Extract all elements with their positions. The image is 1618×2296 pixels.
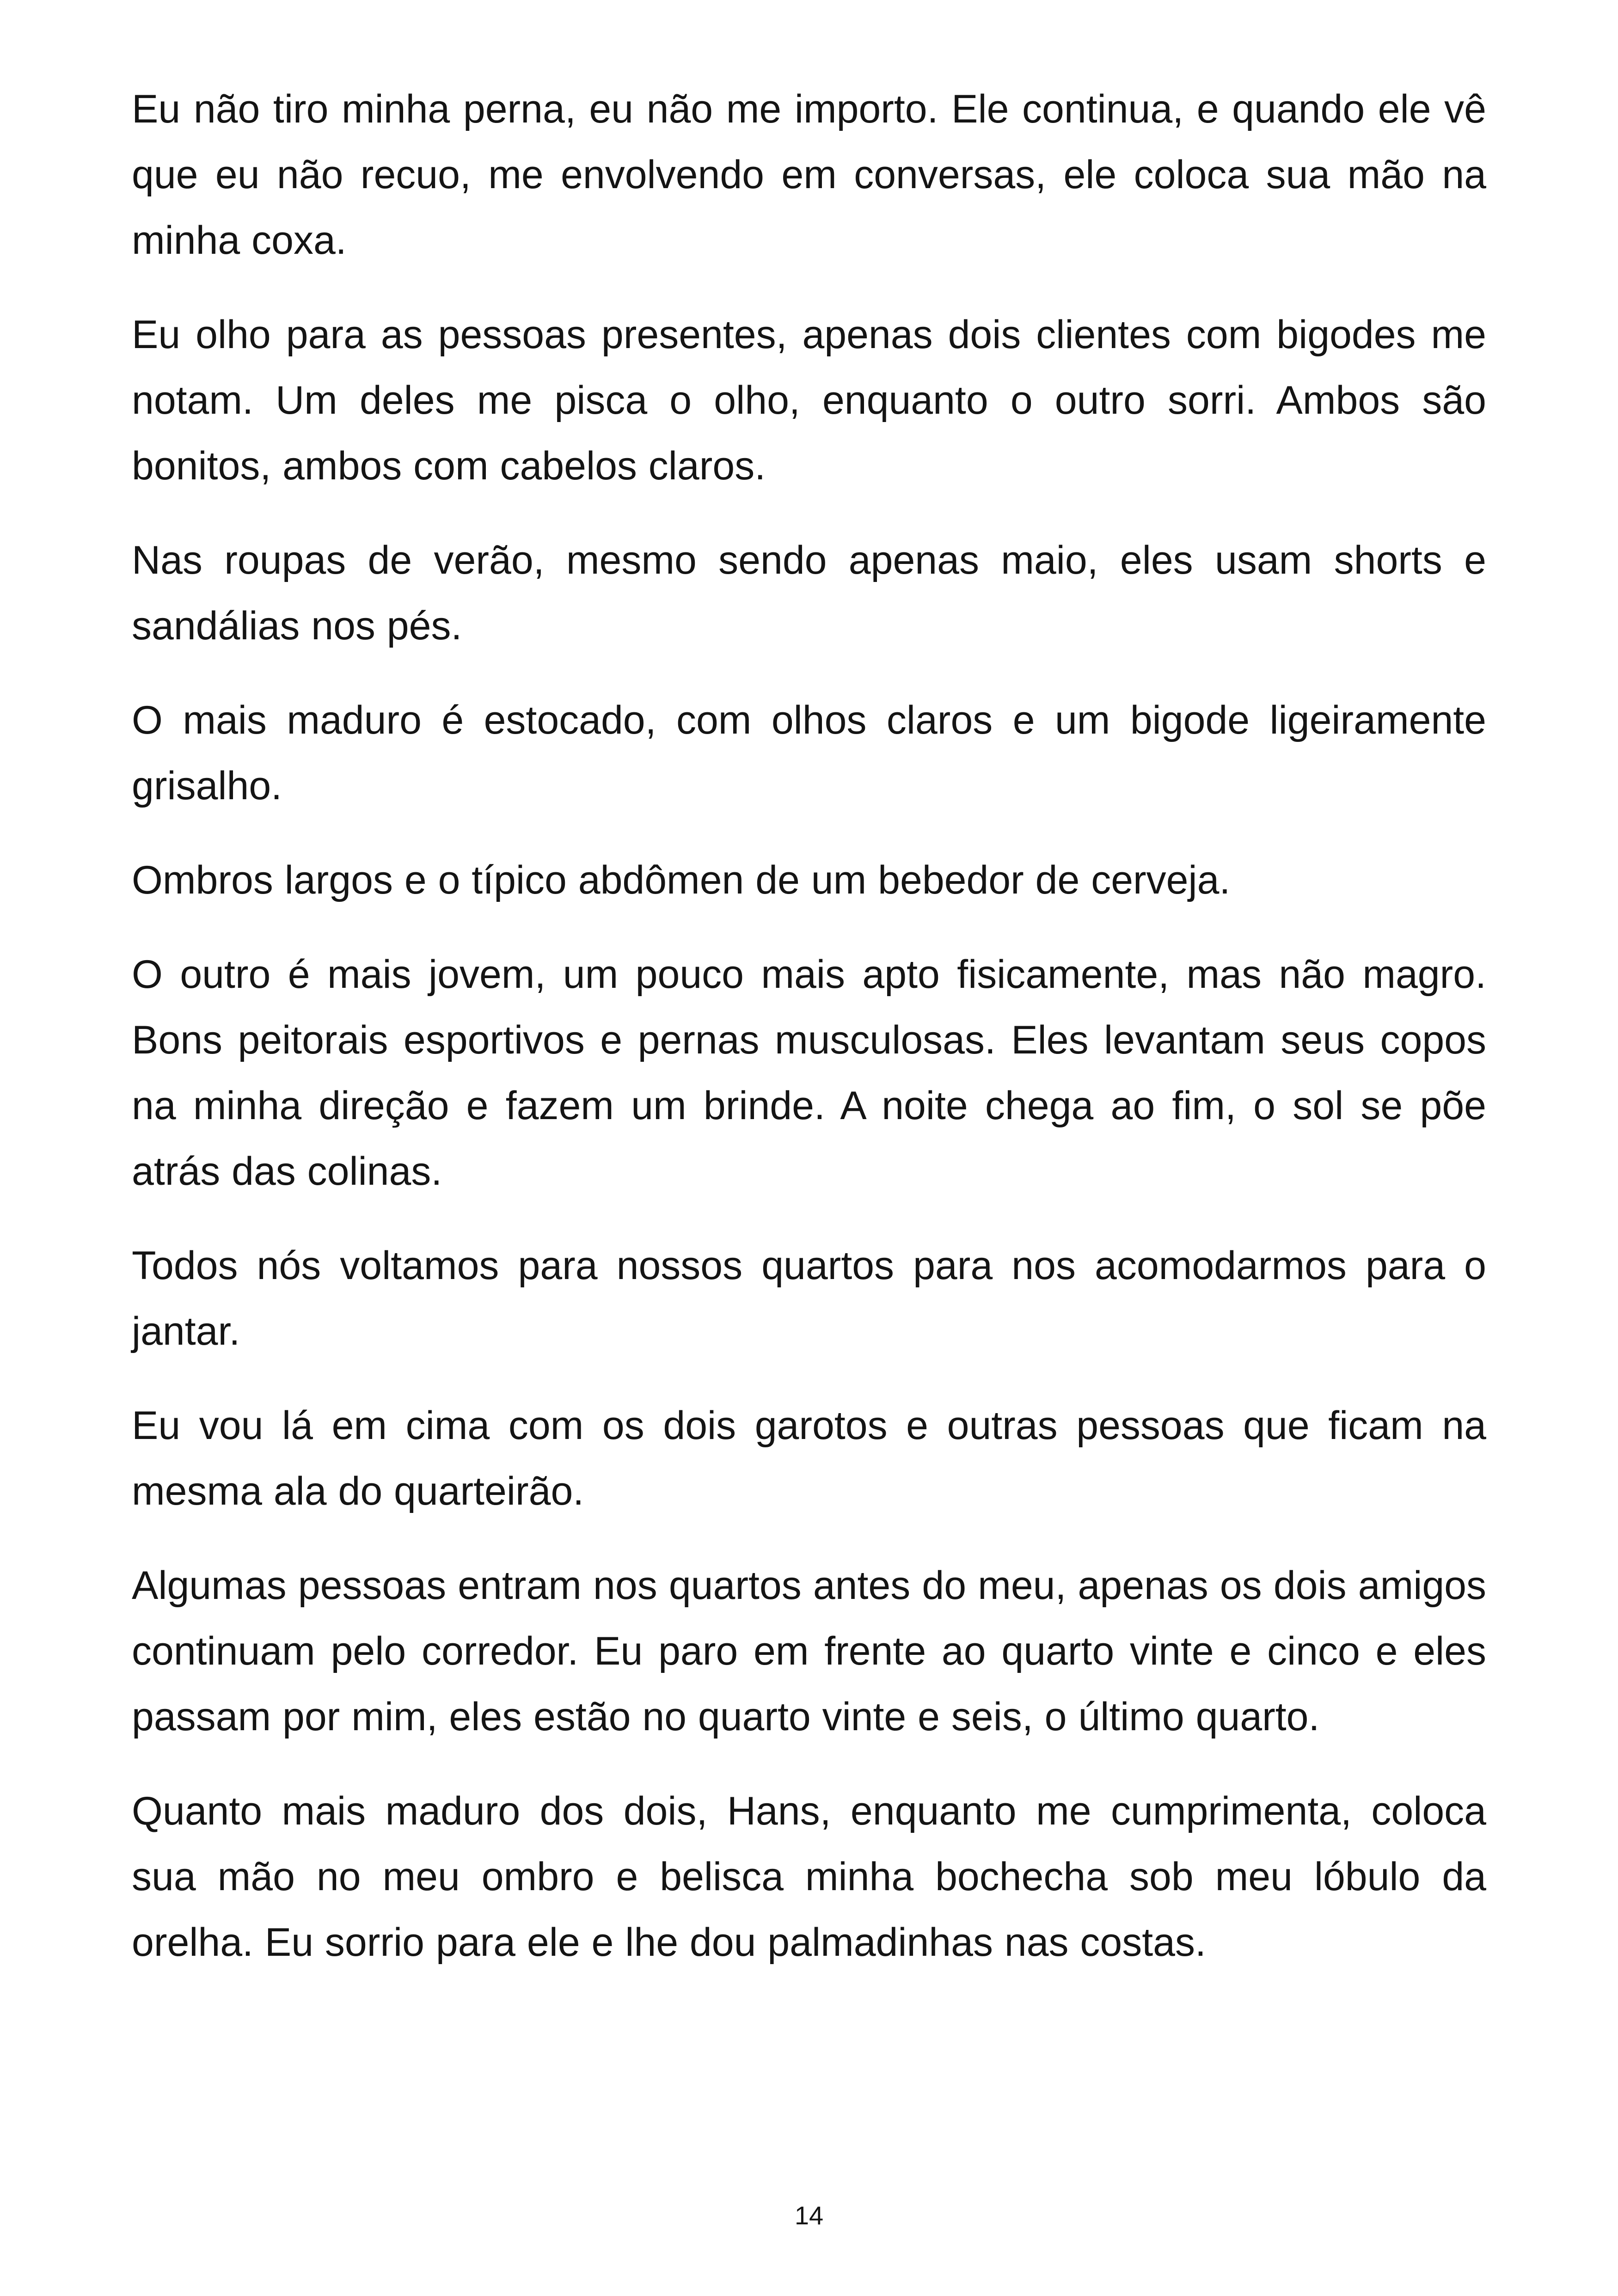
paragraph-4: O mais maduro é estocado, com olhos claros e um bigode ligeiramente grisalho. <box>132 698 1486 808</box>
paragraph-6: O outro é mais jovem, um pouco mais apto fisicamente, mas não magro. Bons peitorais esportivos e pernas musculosas. Eles levantam seus copos na minha direção e fazem um brinde. A noite chega ao fim, o sol se põe atrás das colinas. <box>132 952 1486 1194</box>
paragraph-10: Quanto mais maduro dos dois, Hans, enquanto me cumprimenta, coloca sua mão no meu ombro e belisca minha bochecha sob meu lóbulo da orelha. Eu sorrio para ele e lhe dou palmadinhas nas costas. <box>132 1789 1486 1965</box>
paragraph-5: Ombros largos e o típico abdômen de um bebedor de cerveja. <box>132 858 1231 902</box>
paragraph-9: Algumas pessoas entram nos quartos antes do meu, apenas os dois amigos continuam pelo corredor. Eu paro em frente ao quarto vinte e cinco e eles passam por mim, eles estão no quarto vinte e seis, o último quarto. <box>132 1563 1486 1739</box>
paragraph-2: Eu olho para as pessoas presentes, apenas dois clientes com bigodes me notam. Um deles me pisca o olho, enquanto o outro sorri. Ambos são bonitos, ambos com cabelos claros. <box>132 312 1486 488</box>
paragraph-7: Todos nós voltamos para nossos quartos para nos acomodarmos para o jantar. <box>132 1243 1486 1353</box>
paragraph-1: Eu não tiro minha perna, eu não me importo. Ele continua, e quando ele vê que eu não recuo, me envolvendo em conversas, ele coloca sua mão na minha coxa. <box>132 87 1486 263</box>
text-body <box>132 76 1486 2004</box>
paragraph-3: Nas roupas de verão, mesmo sendo apenas maio, eles usam shorts e sandálias nos pés. <box>132 538 1486 648</box>
paragraph-8: Eu vou lá em cima com os dois garotos e outras pessoas que ficam na mesma ala do quarteirão. <box>132 1403 1486 1513</box>
page-number: 14 <box>794 2201 824 2230</box>
